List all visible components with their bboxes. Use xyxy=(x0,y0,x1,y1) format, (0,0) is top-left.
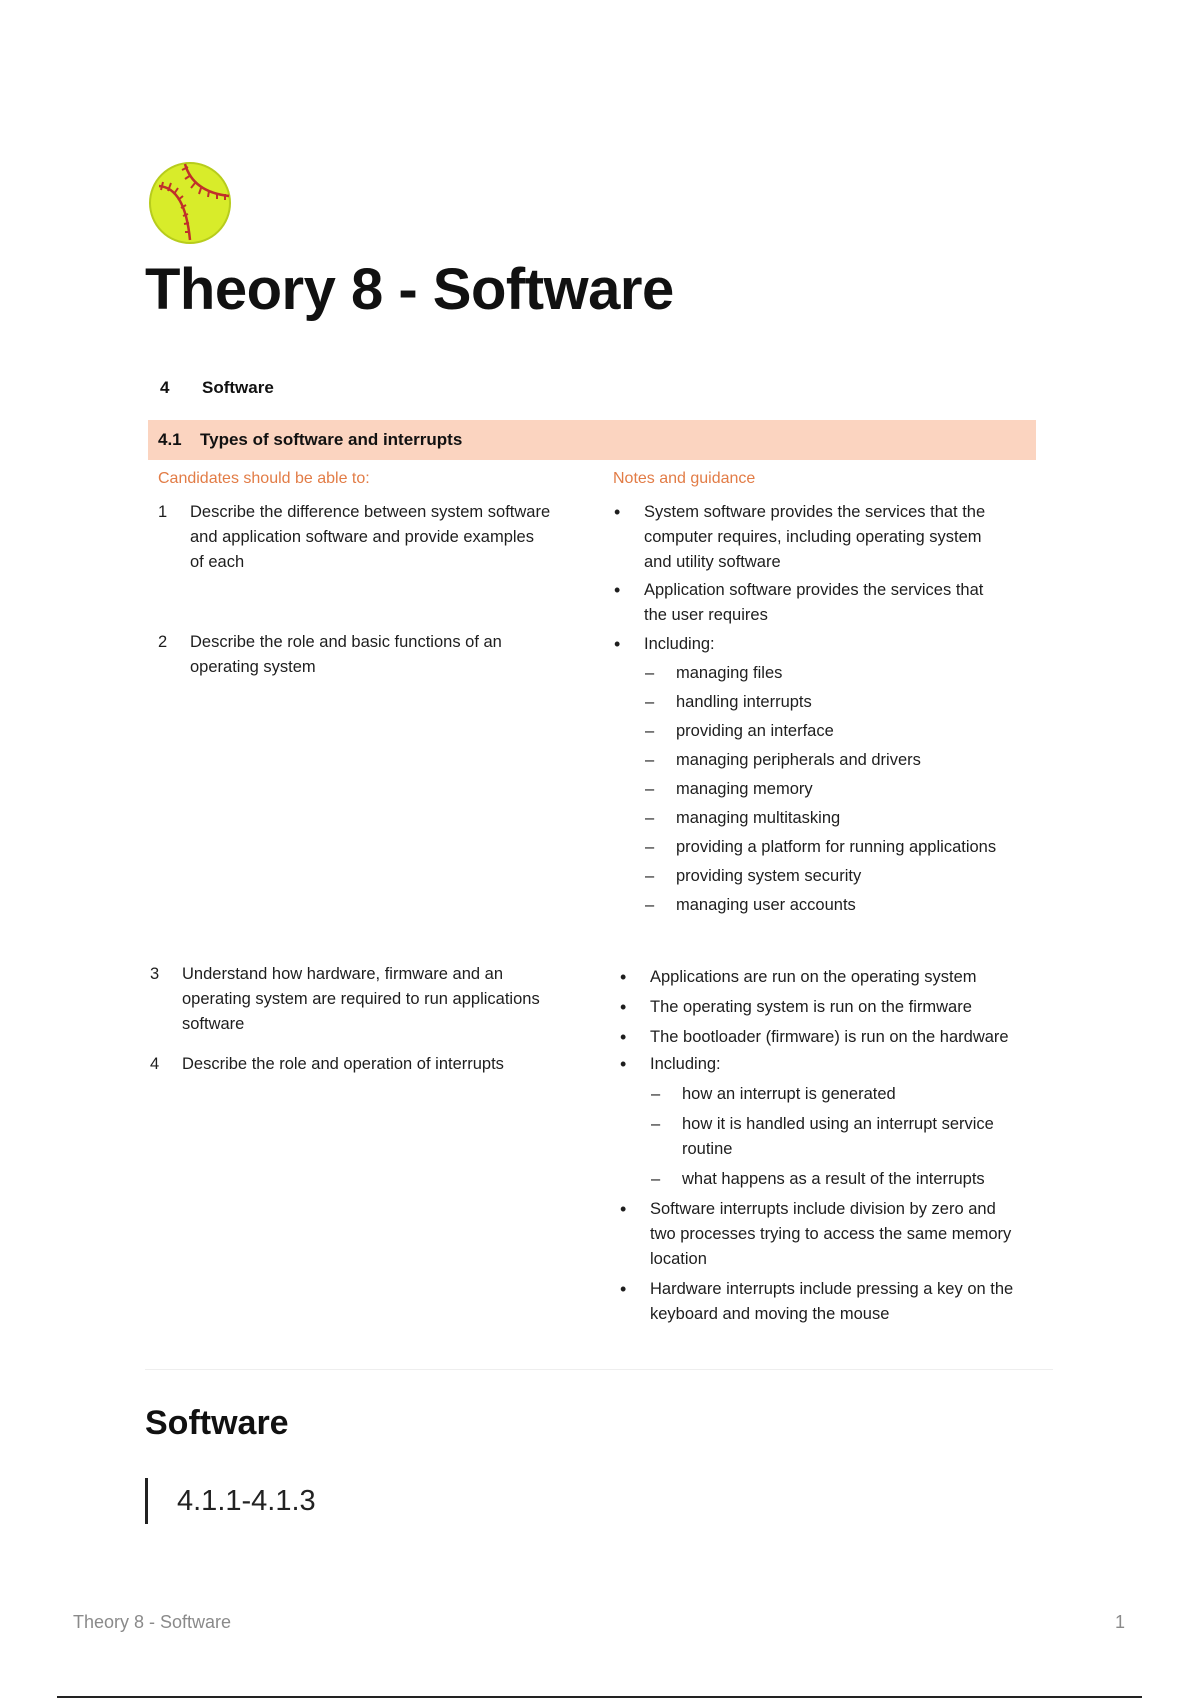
guidance-line: • Application software provides the services that xyxy=(644,581,984,599)
objective-number: 3 xyxy=(150,965,160,983)
objective-line: and application software and provide examples xyxy=(190,528,534,546)
page-title: Theory 8 - Software xyxy=(145,257,674,322)
guidance-dash: – providing system security xyxy=(613,862,1038,891)
page-number: 1 xyxy=(1115,1612,1126,1632)
softball-icon xyxy=(145,158,235,248)
objective-text xyxy=(190,630,502,680)
objective-number: 1 xyxy=(158,503,168,521)
guidance-list xyxy=(613,630,1038,920)
objective-line: Understand how hardware, firmware and an xyxy=(182,965,504,983)
section-heading: Software xyxy=(145,1404,289,1442)
guidance-dash xyxy=(619,1112,1044,1162)
guidance-dash: – managing memory xyxy=(613,775,1038,804)
guidance-bullet: • Applications are run on the operating system xyxy=(619,962,1044,992)
objective-number: 4 xyxy=(150,1055,160,1073)
guidance-bullet xyxy=(619,1277,1044,1327)
guidance-dash: – managing user accounts xyxy=(613,891,1038,920)
objective-text xyxy=(182,1052,504,1077)
objective-line: operating system xyxy=(190,658,316,676)
objective-text xyxy=(190,500,550,575)
guidance-dash: – what happens as a result of the interrupts xyxy=(619,1167,1044,1192)
subsection-title: Types of software and interrupts xyxy=(200,430,463,449)
guidance-line: • Hardware interrupts include pressing a key on the xyxy=(650,1280,1014,1298)
guidance-line: keyboard and moving the mouse xyxy=(650,1305,890,1323)
guidance-line: computer requires, including operating system xyxy=(644,528,982,546)
subsection-number: 4.1 xyxy=(158,430,182,449)
section-number: 4 xyxy=(160,378,170,397)
guidance-bullet: • The bootloader (firmware) is run on the hardware xyxy=(619,1022,1044,1052)
guidance-list xyxy=(619,1052,1044,1327)
section-title: Software xyxy=(202,378,274,397)
guidance-dash: – how an interrupt is generated xyxy=(619,1082,1044,1107)
objective-line: Describe the role and basic functions of an xyxy=(190,633,502,651)
objective-line: Describe the difference between system software xyxy=(190,503,551,521)
guidance-line: • System software provides the services that the xyxy=(644,503,986,521)
guidance-dash: – providing a platform for running applications xyxy=(613,833,1038,862)
guidance-dash: – handling interrupts xyxy=(613,688,1038,717)
guidance-line: routine xyxy=(682,1140,733,1158)
guidance-dash: – providing an interface xyxy=(613,717,1038,746)
subsection-banner xyxy=(148,420,1036,460)
guidance-bullet xyxy=(613,500,1038,575)
guidance-bullet: • The operating system is run on the firmware xyxy=(619,992,1044,1022)
objective-line: of each xyxy=(190,553,245,571)
guidance-line: and utility software xyxy=(644,553,781,571)
objective-line: operating system are required to run applications xyxy=(182,990,540,1008)
guidance-line: • Software interrupts include division by zero and xyxy=(650,1200,996,1218)
guidance-dash: – managing multitasking xyxy=(613,804,1038,833)
guidance-line: – how it is handled using an interrupt service xyxy=(682,1115,994,1133)
guidance-line: two processes trying to access the same memory xyxy=(650,1225,1012,1243)
guidance-dash: – managing files xyxy=(613,659,1038,688)
footer-rule xyxy=(57,1696,1142,1698)
guidance-bullet: • Including: xyxy=(613,630,1038,659)
objective-line: software xyxy=(182,1015,245,1033)
section-divider xyxy=(145,1369,1053,1370)
right-column-heading: Notes and guidance xyxy=(613,470,756,487)
guidance-line: the user requires xyxy=(644,606,768,624)
guidance-bullet xyxy=(613,578,1038,628)
left-column-heading: Candidates should be able to: xyxy=(158,470,370,487)
guidance-bullet: • Including: xyxy=(619,1052,1044,1077)
callout-quote: 4.1.1-4.1.3 xyxy=(145,1478,316,1524)
objective-line: Describe the role and operation of interrupts xyxy=(182,1055,504,1073)
objective-number: 2 xyxy=(158,633,168,651)
guidance-list xyxy=(619,962,1044,1052)
guidance-bullet xyxy=(619,1197,1044,1272)
guidance-dash: – managing peripherals and drivers xyxy=(613,746,1038,775)
guidance-line: location xyxy=(650,1250,707,1268)
section-heading-row xyxy=(160,378,274,398)
footer-title: Theory 8 - Software xyxy=(73,1612,232,1632)
objective-text xyxy=(182,962,540,1037)
guidance-list xyxy=(613,500,1038,628)
